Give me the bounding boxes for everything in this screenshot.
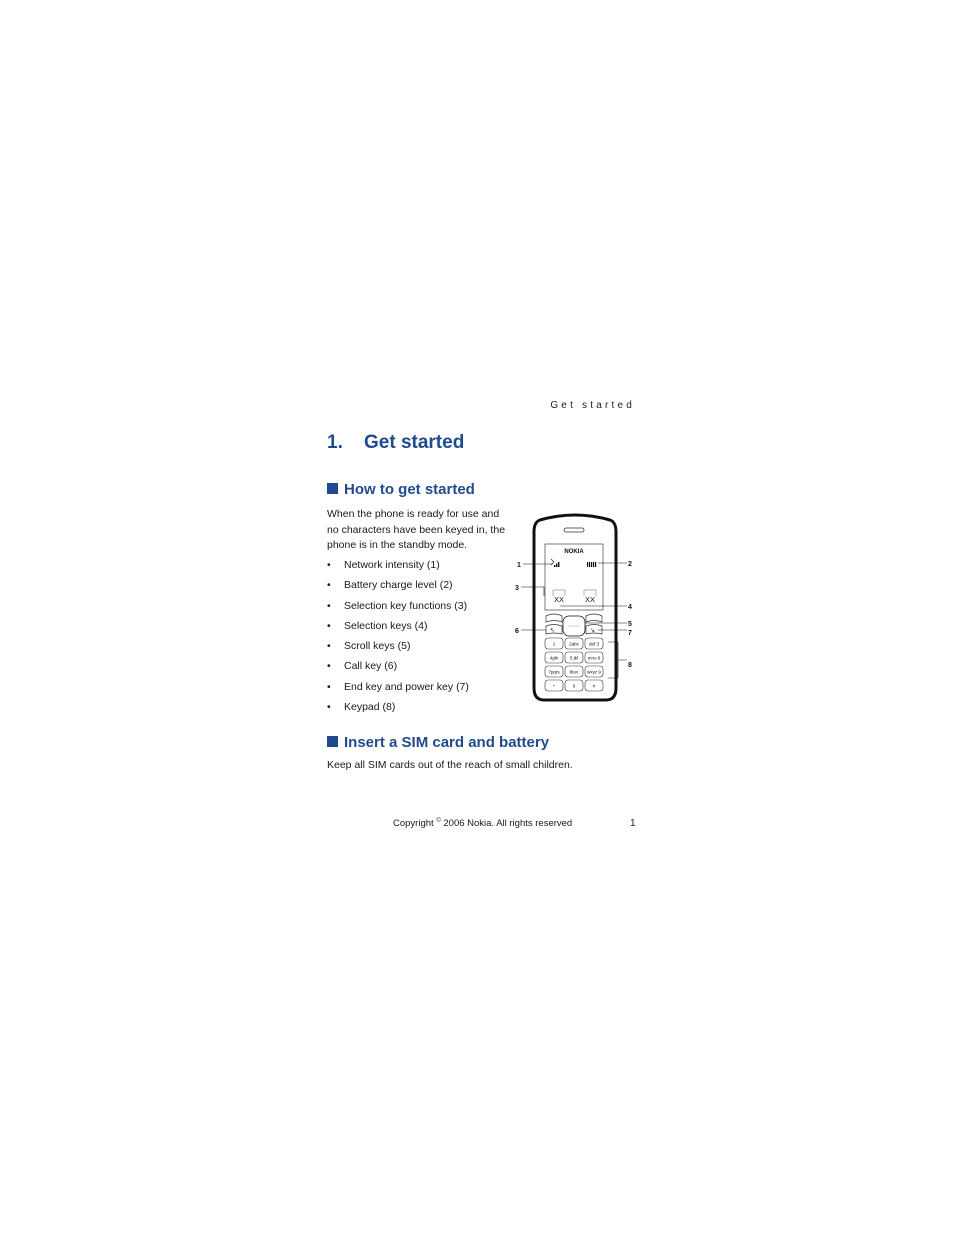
list-item: • Scroll keys (5) bbox=[327, 639, 469, 659]
callout-1: 1 bbox=[517, 562, 521, 569]
key-5: 5 jkl bbox=[569, 655, 579, 661]
list-item: • Selection keys (4) bbox=[327, 619, 469, 639]
callout-7: 7 bbox=[628, 630, 632, 637]
softkey-left-label: XX bbox=[553, 595, 565, 604]
call-icon: ↖ bbox=[550, 628, 556, 634]
list-item: • Network intensity (1) bbox=[327, 558, 469, 578]
key-4: 4ghi bbox=[549, 655, 559, 661]
key-6: mno 6 bbox=[587, 655, 601, 661]
running-header: Get started bbox=[550, 400, 635, 411]
footer-copyright bbox=[393, 818, 572, 829]
section-title-how-to-get-started bbox=[327, 481, 475, 498]
softkey-right-label: XX bbox=[584, 595, 596, 604]
chapter-title-text: Get started bbox=[364, 432, 465, 453]
section-square-icon bbox=[327, 483, 338, 494]
callout-2: 2 bbox=[628, 561, 632, 568]
key-3: def 3 bbox=[588, 641, 600, 647]
section-square-icon bbox=[327, 736, 338, 747]
section-title-text: How to get started bbox=[344, 481, 475, 498]
key-1: 1 bbox=[552, 641, 556, 647]
key-7: 7pqrs bbox=[548, 669, 560, 675]
callout-3: 3 bbox=[515, 585, 519, 592]
list-item: • End key and power key (7) bbox=[327, 680, 469, 700]
section-title-text: Insert a SIM card and battery bbox=[344, 734, 550, 751]
key-star: * bbox=[553, 683, 555, 689]
key-2: 2abc bbox=[569, 641, 579, 647]
copyright-post: 2006 Nokia. All rights reserved bbox=[440, 818, 573, 830]
key-8: 8tuv bbox=[569, 669, 579, 675]
key-0: 0 bbox=[572, 683, 576, 689]
list-item: • Keypad (8) bbox=[327, 700, 469, 720]
key-hash: # bbox=[592, 683, 596, 689]
callout-6: 6 bbox=[515, 628, 519, 635]
callout-4: 4 bbox=[628, 604, 632, 611]
copyright-symbol: © bbox=[436, 818, 441, 824]
end-icon: ↘ bbox=[590, 628, 596, 634]
list-item: • Call key (6) bbox=[327, 659, 469, 679]
list-item: • Selection key functions (3) bbox=[327, 599, 469, 619]
chapter-title bbox=[327, 432, 464, 454]
page-number: 1 bbox=[630, 818, 636, 829]
callout-8: 8 bbox=[628, 662, 632, 669]
intro-paragraph: When the phone is ready for use and no characters have been keyed in, the phone is in the standby mode. bbox=[327, 508, 506, 551]
copyright-pre: Copyright bbox=[393, 818, 437, 830]
list-item: • Battery charge level (2) bbox=[327, 578, 469, 598]
sim-warning-paragraph: Keep all SIM cards out of the reach of small children. bbox=[327, 759, 573, 771]
brand-logo: NOKIA bbox=[564, 549, 584, 555]
callout-5: 5 bbox=[628, 621, 632, 628]
section-title-insert-sim bbox=[327, 734, 549, 751]
feature-list bbox=[327, 558, 469, 720]
key-9: wxyz 9 bbox=[587, 669, 601, 675]
chapter-number: 1. bbox=[327, 432, 343, 453]
phone-diagram bbox=[510, 512, 640, 702]
